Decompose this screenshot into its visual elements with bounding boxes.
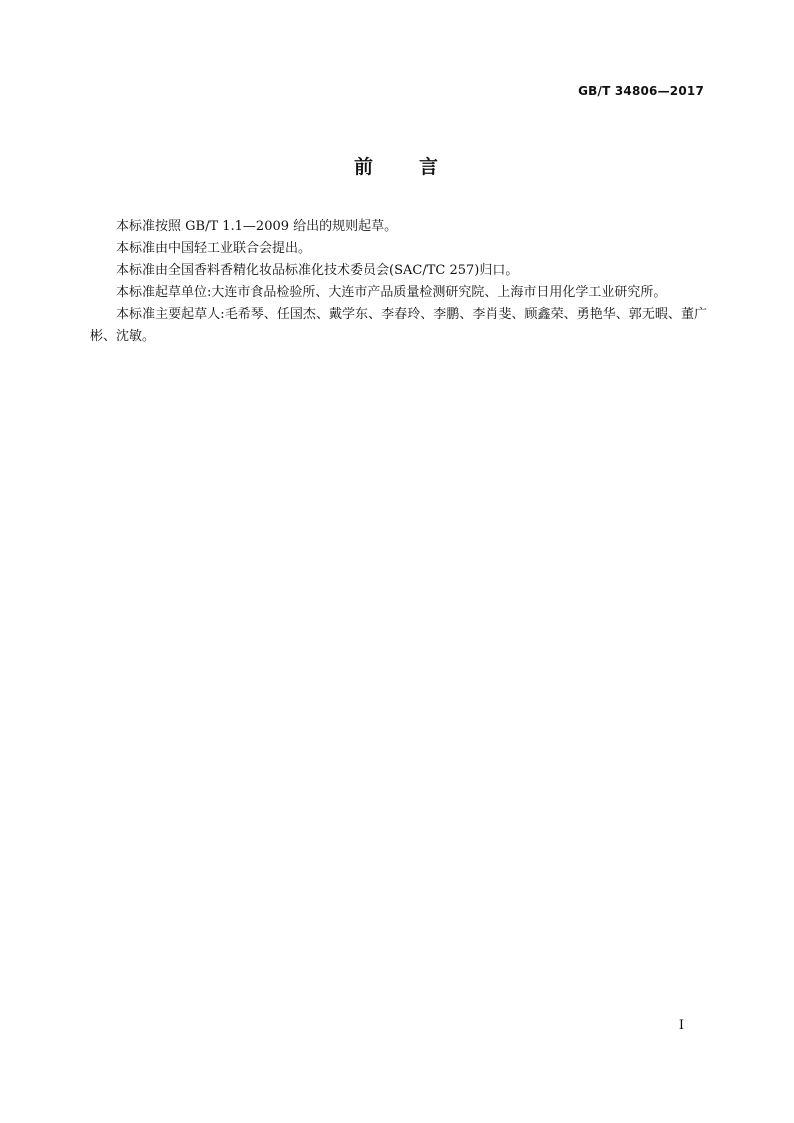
page-title (0, 152, 794, 179)
page-number: I (678, 1018, 684, 1033)
title-char-1: 前 (353, 156, 375, 178)
paragraph-drafting-units: 本标准起草单位:大连市食品检验所、大连市产品质量检测研究院、上海市日用化学工业研究所。 (116, 285, 667, 300)
paragraph-proposer: 本标准由中国轻工业联合会提出。 (116, 241, 312, 256)
foreword-body (90, 216, 707, 348)
paragraph-drafting-rules: 本标准按照 GB/T 1.1—2009 给出的规则起草。 (116, 219, 398, 234)
title-char-2: 言 (419, 156, 441, 178)
paragraph-drafters: 本标准主要起草人:毛希琴、任国杰、戴学东、李春玲、李鹏、李肖斐、顾鑫荣、勇艳华、郭无暇、董广彬、沈敏。 (90, 307, 707, 344)
standard-code: GB/T 34806—2017 (578, 84, 704, 98)
paragraph-committee: 本标准由全国香料香精化妆品标准化技术委员会(SAC/TC 257)归口。 (116, 263, 519, 278)
